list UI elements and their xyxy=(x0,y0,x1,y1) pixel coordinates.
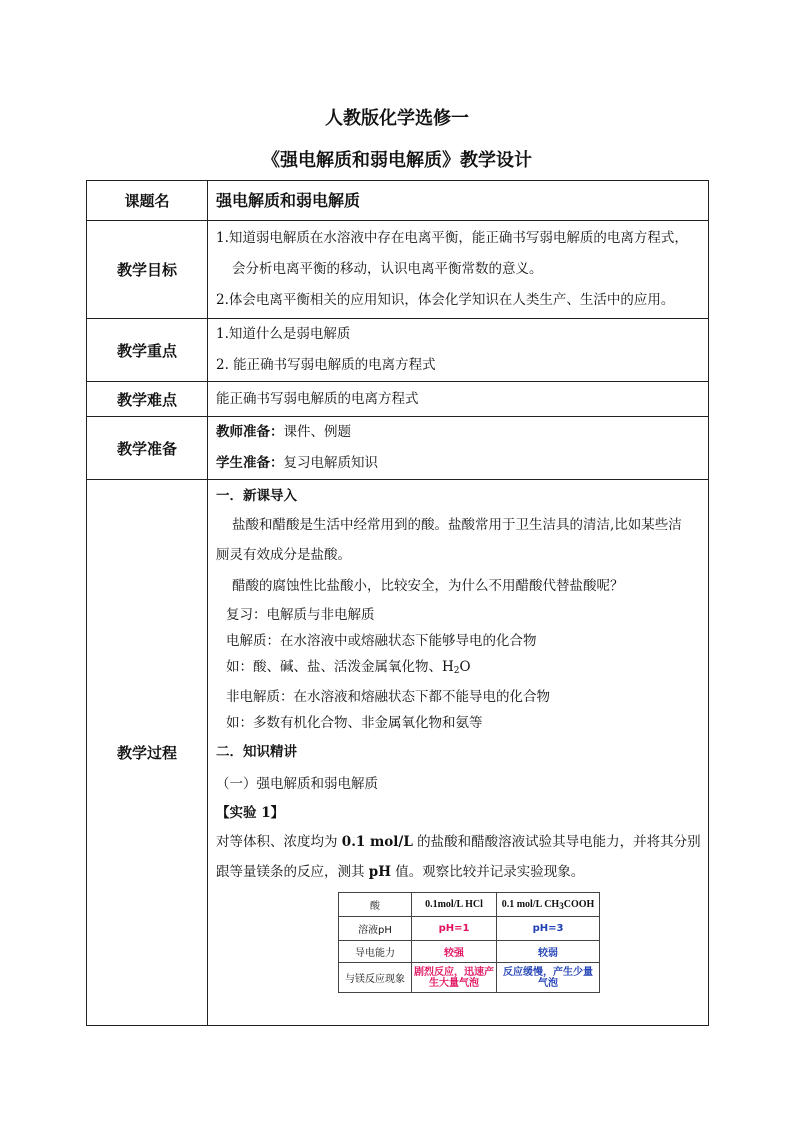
para-2: 醋酸的腐蚀性比盐酸小，比较安全，为什么不用醋酸代替盐酸呢？ xyxy=(232,578,624,594)
exp-header-hcl: 0.1mol/L HCl xyxy=(412,893,497,917)
value-prep xyxy=(208,417,709,480)
row-prep xyxy=(87,417,709,480)
prep-student-label: 学生准备： xyxy=(216,455,284,471)
difficulty-text: 能正确书写弱电解质的电离方程式 xyxy=(216,390,419,407)
lesson-plan-table xyxy=(86,180,709,1026)
prep-teacher-value: 课件、例题 xyxy=(283,424,351,440)
doc-title-line1: 人教版化学选修一 xyxy=(325,108,469,129)
exp-header-ch3cooh-sub: 3 xyxy=(559,900,564,911)
label-goals: 教学目标 xyxy=(87,221,208,319)
value-difficulty xyxy=(208,382,709,417)
goal-line-2: 会分析电离平衡的移动，认识电离平衡常数的意义。 xyxy=(232,261,543,277)
review-3 xyxy=(216,654,700,684)
review-4: 非电解质：在水溶液和熔融状态下都不能导电的化合物 xyxy=(226,689,550,705)
experiment-desc-2 xyxy=(216,858,700,886)
exp-ph-label: 溶液pH xyxy=(339,917,412,941)
exp-ph-hcl: pH=1 xyxy=(412,917,497,941)
exp-reaction-hcl: 剧烈反应，迅速产生大量气泡 xyxy=(412,963,497,993)
value-goals xyxy=(208,221,709,319)
desc-1-pre: 对等体积、浓度均为 xyxy=(216,834,342,850)
section-knowledge: 二．知识精讲 xyxy=(216,744,297,760)
row-topic xyxy=(87,181,709,221)
experiment-heading: 【实验 1】 xyxy=(216,805,285,821)
value-key xyxy=(208,319,709,382)
subsection-1: （一）强电解质和弱电解质 xyxy=(216,776,378,792)
desc-1-post: 的盐酸和醋酸溶液试验其导电能力，并将其分别 xyxy=(412,834,701,850)
label-key: 教学重点 xyxy=(87,319,208,382)
exp-row-ph xyxy=(339,917,600,941)
value-process xyxy=(208,480,709,1026)
exp-header-row xyxy=(339,893,600,917)
doc-title-line2: 《强电解质和弱电解质》教学设计 xyxy=(262,150,532,171)
experiment-table-wrap xyxy=(216,886,700,1003)
exp-conduct-ch3cooh: 较弱 xyxy=(497,941,600,963)
exp-row-reaction xyxy=(339,963,600,993)
exp-header-ch3cooh-a: 0.1 mol/L CH xyxy=(501,898,560,910)
key-line-2: 2. 能正确书写弱电解质的电离方程式 xyxy=(216,357,436,373)
exp-header-ch3cooh xyxy=(497,893,600,917)
label-prep: 教学准备 xyxy=(87,417,208,480)
desc-2-post: 值。观察比较并记录实验现象。 xyxy=(391,864,585,880)
experiment-table xyxy=(338,892,600,993)
exp-reaction-ch3cooh: 反应缓慢，产生少量气泡 xyxy=(497,963,600,993)
exp-conduct-hcl: 较强 xyxy=(412,941,497,963)
label-topic: 课题名 xyxy=(87,181,208,221)
prep-student-value: 复习电解质知识 xyxy=(283,455,378,471)
para-1b: 厕灵有效成分是盐酸。 xyxy=(216,547,351,563)
exp-row-conduct xyxy=(339,941,600,963)
review-3-text: 如：酸、碱、盐、活泼金属氧化物、H xyxy=(226,659,454,675)
desc-1-bold: 0.1 mol/L xyxy=(341,834,413,850)
section-intro: 一．新课导入 xyxy=(216,488,297,504)
desc-2-bold: pH xyxy=(368,864,391,880)
desc-2-pre: 跟等量镁条的反应，测其 xyxy=(216,864,369,880)
review-3-subscript: 2 xyxy=(453,666,460,676)
para-1a: 盐酸和醋酸是生活中经常用到的酸。盐酸常用于卫生洁具的清洁,比如某些洁 xyxy=(232,517,682,533)
prep-teacher xyxy=(216,417,700,448)
exp-conduct-label: 导电能力 xyxy=(339,941,412,963)
exp-header-ch3cooh-b: COOH xyxy=(563,898,595,910)
row-difficulty xyxy=(87,382,709,417)
goal-line-3: 2.体会电离平衡相关的应用知识，体会化学知识在人类生产、生活中的应用。 xyxy=(216,292,675,308)
review-3-end: O xyxy=(459,659,471,675)
experiment-desc-1 xyxy=(216,826,700,858)
review-2: 电解质：在水溶液中或熔融状态下能够导电的化合物 xyxy=(226,633,537,649)
exp-ph-ch3cooh: pH=3 xyxy=(497,917,600,941)
review-1: 复习：电解质与非电解质 xyxy=(226,607,375,623)
prep-student xyxy=(216,448,700,479)
row-process xyxy=(87,480,709,1026)
exp-reaction-label: 与镁反应现象 xyxy=(339,963,412,993)
row-goals xyxy=(87,221,709,319)
row-key xyxy=(87,319,709,382)
review-5: 如：多数有机化合物、非金属氧化物和氨等 xyxy=(226,715,483,731)
goal-line-1: 1.知道弱电解质在水溶液中存在电离平衡，能正确书写弱电解质的电离方程式， xyxy=(216,230,688,246)
label-process: 教学过程 xyxy=(87,480,208,1026)
exp-header-acid: 酸 xyxy=(339,893,412,917)
prep-teacher-label: 教师准备： xyxy=(216,424,284,440)
value-topic xyxy=(208,181,709,221)
label-difficulty: 教学难点 xyxy=(87,382,208,417)
topic-text: 强电解质和弱电解质 xyxy=(216,190,361,210)
key-line-1: 1.知道什么是弱电解质 xyxy=(216,326,351,342)
